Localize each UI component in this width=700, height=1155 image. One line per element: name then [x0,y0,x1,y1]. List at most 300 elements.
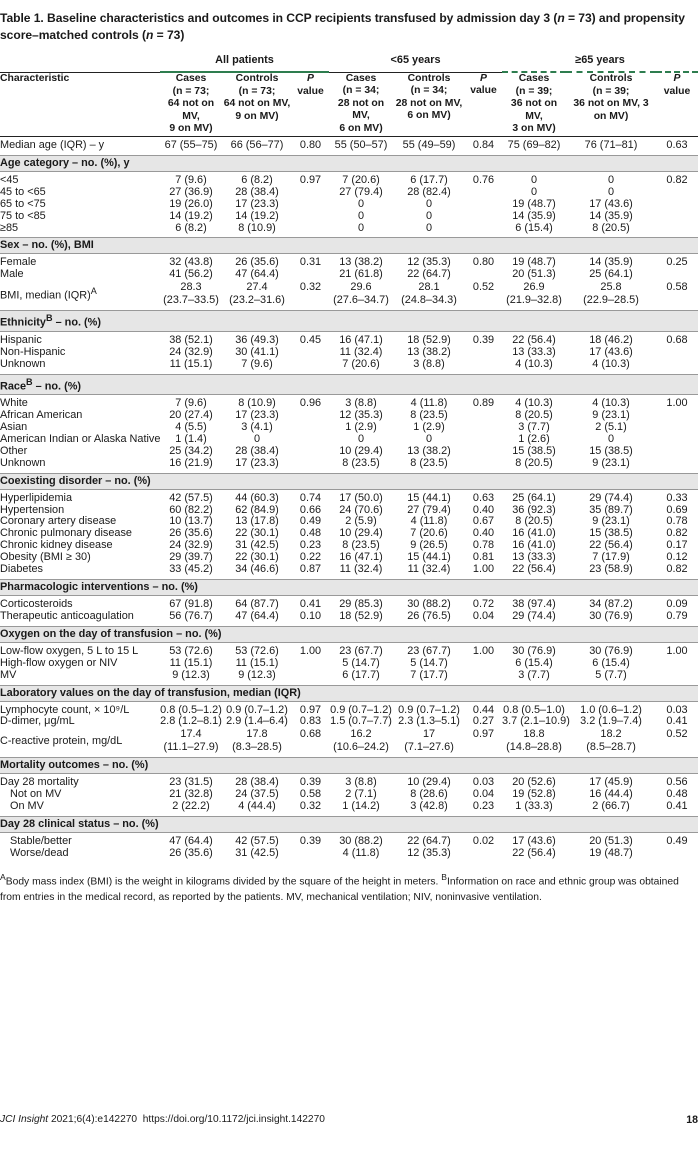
table-cell: 3 (8.8) [413,357,445,370]
table-cell [465,359,502,374]
characteristic-header: Characteristic [0,72,70,84]
table-cell: 30 (76.9) [512,644,556,657]
table-row [0,136,698,155]
table-cell: 10 (13.7) [169,515,213,528]
over65-controls-header: Controls (n = 39; 36 not on MV, 3 on MV) [573,73,649,122]
table-cell: 22 (30.1) [235,551,279,564]
table-cell: 26 (35.6) [235,256,279,269]
table-cell: 67 (91.8) [169,597,213,610]
table-cell: 26.9 (21.9–32.8) [506,281,562,307]
table-cell [656,199,698,211]
table-cell: 16.2 (10.6–24.2) [333,728,389,754]
table-cell: 0.97 [299,173,322,186]
table-cell: 31 (42.5) [235,846,279,859]
table-cell: 0.12 [666,551,688,564]
table-cell: 0 [425,432,433,445]
table-cell: 0.32 [299,281,322,294]
table-cell: 17 (7.1–27.6) [404,728,454,754]
table-body [0,136,698,862]
table-cell: 19 (48.7) [512,197,556,210]
section-title: Oxygen on the day of transfusion – no. (%) [0,626,698,642]
table-row [0,199,698,211]
table-cell: 0.39 [299,835,322,848]
table-cell: 8 (20.5) [592,221,630,234]
table-row [0,359,698,374]
table-cell [656,269,698,281]
table-cell: 0.04 [472,609,495,622]
table-cell: 60 (82.2) [169,503,213,516]
table-cell: 0.78 [472,539,495,552]
row-label: ≥85 [0,221,19,234]
table-cell: 9 (23.1) [592,456,630,469]
table-cell [465,223,502,238]
table-cell [656,446,698,458]
table-row [0,395,698,410]
table-cell: 13 (33.3) [512,345,556,358]
table-cell: 13 (17.8) [235,515,279,528]
table-cell: 36 (49.3) [235,333,279,346]
table-cell: 38 (97.4) [512,597,556,610]
under65-cases-header: Cases (n = 34; 28 not on MV, 6 on MV) [337,72,385,134]
table-cell: 17 (43.6) [512,835,556,848]
table-cell: 6 (17.7) [342,668,380,681]
table-cell: 3.2 (1.9–7.4) [580,715,642,728]
table-cell: 17 (23.3) [235,197,279,210]
table-cell: 0.52 [472,281,495,294]
table-cell [292,446,329,458]
table-cell: 6 (17.7) [410,173,448,186]
row-label: MV [0,668,17,681]
table-cell: 16 (47.1) [339,333,383,346]
section-header-row [0,374,698,395]
table-cell: 0.48 [299,527,322,540]
section-header-row [0,473,698,489]
table-cell: 22 (30.1) [235,527,279,540]
table-cell: 0 [253,432,261,445]
table-cell: 13 (38.2) [339,256,383,269]
table-cell: 0.97 [299,703,322,716]
table-cell [656,458,698,473]
table-cell: 20 (51.3) [589,835,633,848]
table-cell: 1.0 (0.6–1.2) [580,703,642,716]
table-cell: 11 (32.4) [407,563,451,576]
table-cell: 24 (70.6) [339,503,383,516]
section-title: Mortality outcomes – no. (%) [0,758,698,774]
table-cell: 16 (41.0) [512,539,556,552]
table-cell: 0 [357,432,365,445]
table-cell [465,434,502,446]
table-cell: 8 (23.5) [410,409,448,422]
row-label: Stable/better [10,835,72,848]
row-label: Obesity (BMI ≥ 30) [0,551,91,564]
table-cell: 0.87 [299,563,322,576]
table-cell: 5 (7.7) [595,668,627,681]
table-row [0,458,698,473]
table-cell: 8 (28.6) [410,788,448,801]
over65-cases-header: Cases (n = 39; 36 not on MV, 3 on MV) [510,73,558,135]
table-cell: 0.31 [299,256,322,269]
table-cell: 15 (38.5) [589,444,633,457]
row-label: 65 to <75 [0,197,46,210]
page-number: 18 [686,1114,698,1126]
row-label: Therapeutic anticoagulation [0,609,134,622]
table-cell: 30 (41.1) [235,345,279,358]
table-cell: 3 (8.8) [345,397,377,410]
table-cell: 15 (44.1) [407,491,451,504]
table-cell: 16 (44.4) [589,788,633,801]
table-cell: 0.81 [472,551,495,564]
table-cell: 19 (26.0) [169,197,213,210]
table-cell: 6 (15.4) [592,656,630,669]
table-cell: 0 [357,197,365,210]
row-label: D-dimer, μg/mL [0,715,75,728]
table-cell [292,658,329,670]
table-cell: 64 (87.7) [235,597,279,610]
table-cell: 0 [607,185,615,198]
table-row [0,728,698,758]
table-cell: 20 (51.3) [512,268,556,281]
table-cell: 0.83 [299,715,322,728]
row-label: Median age (IQR) – y [0,138,105,151]
table-row [0,254,698,269]
table-cell [292,434,329,446]
row-label: Corticosteroids [0,597,73,610]
table-cell: 34 (46.6) [235,563,279,576]
row-label: BMI, median (IQR)$^A$ [0,286,97,303]
row-label: Low-flow oxygen, 5 L to 15 L [0,644,139,657]
table-cell: 0.76 [472,173,495,186]
section-title: Coexisting disorder – no. (%) [0,473,698,489]
table-row [0,446,698,458]
table-cell: 26 (35.6) [169,846,213,859]
table-cell [465,211,502,223]
table-cell: 42 (57.5) [169,491,213,504]
table-row [0,701,698,716]
table-cell: 7 (17.7) [410,668,448,681]
table-cell: 12 (35.3) [407,256,451,269]
table-cell: 0.96 [299,397,322,410]
table-cell: 18.2 (8.5–28.7) [586,728,636,754]
table-cell: 1 (2.9) [345,421,377,433]
table-cell: 18.8 (14.8–28.8) [506,728,562,754]
table-row [0,642,698,657]
table-cell: 11 (32.4) [339,345,383,358]
table-cell: 0.41 [666,800,688,813]
table-cell: 4 (10.3) [515,357,553,370]
table-cell: 62 (84.9) [235,503,279,516]
table-cell: 17 (23.3) [235,409,279,422]
table-cell: 75 (69–82) [507,138,561,151]
table-cell: 9 (12.3) [238,668,276,681]
table-cell: 13 (38.2) [407,444,451,457]
table-cell: 0 [607,173,615,186]
table-cell: 1 (1.4) [175,432,207,445]
table-cell: 24 (37.5) [235,788,279,801]
table-cell: 21 (32.8) [169,788,213,801]
table-cell: 23 (67.7) [407,644,451,657]
table-cell: 2.9 (1.4–6.4) [226,715,288,728]
table-cell: 11 (32.4) [339,563,383,576]
table-cell: 0.9 (0.7–1.2) [398,703,460,716]
table-row [0,347,698,359]
table-cell: 30 (76.9) [589,644,633,657]
table-cell: 11 (15.1) [169,357,213,370]
table-cell [292,670,329,685]
table-cell: 18 (52.9) [407,333,451,346]
table-cell: 31 (42.5) [235,539,279,552]
table-cell: 47 (64.4) [235,268,279,281]
table-cell: 27 (79.4) [339,185,383,198]
row-label: On MV [10,800,44,813]
table-cell: 0.8 (0.5–1.0) [503,703,565,716]
table-cell: 19 (52.8) [512,788,556,801]
table-cell: 2 (5.9) [345,515,377,528]
table-cell: 44 (60.3) [235,491,279,504]
table-cell: 0.89 [472,397,495,410]
table-row [0,595,698,610]
table-cell: 18 (52.9) [339,609,383,622]
table-cell: 8 (20.5) [515,456,553,469]
table-cell: 1 (14.2) [342,800,380,813]
row-label: 45 to <65 [0,185,46,198]
section-header-row [0,155,698,171]
table-cell: 29 (85.3) [339,597,383,610]
table-cell: 0.80 [299,138,322,151]
table-cell: 23 (67.7) [339,644,383,657]
table-cell: 17 (45.9) [589,776,633,789]
table-cell: 19 (48.7) [512,256,556,269]
table-cell: 0.80 [472,256,495,269]
table-cell: 0.22 [299,551,322,564]
table-row [0,564,698,579]
section-header-row [0,817,698,833]
table-cell: 8 (20.5) [515,515,553,528]
section-header-row [0,238,698,254]
table-cell: 0.78 [666,515,688,528]
table-title: Table 1. Baseline characteristics and outcomes in CCP recipients transfused by admission day 3 (n = 73) and propensity score–matched controls (n = 73) [0,11,685,42]
under65-controls-header: Controls (n = 34; 28 not on MV, 6 on MV) [395,72,463,122]
table-cell: 28 (38.4) [235,185,279,198]
table-cell: 2 (5.1) [595,421,627,433]
table-cell: 0 [357,221,365,234]
table-cell [292,848,329,863]
table-cell: 22 (56.4) [512,333,556,346]
table-row [0,269,698,281]
all-controls-header: Controls (n = 73; 64 not on MV, 9 on MV) [223,73,291,122]
table-cell [656,187,698,199]
table-row [0,801,698,816]
table-cell: 3 (42.8) [410,800,448,813]
table-cell: 0.84 [472,138,495,151]
table-cell: 20 (52.6) [512,776,556,789]
table-cell: 7 (20.6) [342,357,380,370]
table-cell: 0.09 [666,597,688,610]
table-cell: 10 (29.4) [407,776,451,789]
table-cell [656,347,698,359]
table-cell: 47 (64.4) [235,609,279,622]
table-cell [656,658,698,670]
table-cell: 27 (36.9) [169,185,213,198]
row-label: Diabetes [0,563,43,576]
table-cell: 0 [357,209,365,222]
table-cell: 2 (66.7) [592,800,630,813]
table-cell: 0.17 [666,539,688,552]
table-cell: 12 (35.3) [407,846,451,859]
table-cell: 4 (44.4) [238,800,276,813]
row-label: Asian [0,421,28,433]
table-cell: 17 (43.6) [589,197,633,210]
row-label: <45 [0,173,19,186]
table-row [0,171,698,186]
table-cell: 14 (19.2) [169,209,213,222]
table-row [0,848,698,863]
table-cell: 11 (15.1) [169,656,213,669]
table-cell: 8 (23.5) [410,456,448,469]
section-title: Pharmacologic interventions – no. (%) [0,579,698,595]
table-cell: 29.6 (27.6–34.7) [333,281,389,307]
table-cell: 8 (23.5) [342,456,380,469]
row-label: High-flow oxygen or NIV [0,656,118,669]
table-cell: 16 (47.1) [339,551,383,564]
table-cell: 41 (56.2) [169,268,213,281]
table-cell: 1.00 [666,397,688,410]
table-cell: 1.00 [472,563,495,576]
table-cell: 5 (14.7) [410,656,448,669]
table-cell: 35 (89.7) [589,503,633,516]
row-label: Male [0,268,24,281]
section-title: Sex – no. (%), BMI [0,238,698,254]
table-cell: 56 (76.7) [169,609,213,622]
table-cell: 0.82 [666,173,688,186]
row-label: American Indian or Alaska Native [0,432,161,445]
table-cell: 0.25 [666,256,688,269]
table-cell: 0.97 [472,728,495,741]
table-cell: 4 (11.8) [410,515,448,528]
table-row [0,211,698,223]
table-cell [292,223,329,238]
table-cell: 0.8 (0.5–1.2) [160,703,222,716]
table-cell: 0.23 [299,539,322,552]
table-cell: 4 (5.5) [175,421,207,433]
table-cell: 0 [530,185,538,198]
table-cell: 2.3 (1.3–5.1) [398,715,460,728]
row-label: C-reactive protein, mg/dL [0,734,123,747]
table-cell: 0.82 [666,527,688,540]
table-cell: 22 (64.7) [407,268,451,281]
row-label: African American [0,409,83,422]
table-cell: 10 (29.4) [339,527,383,540]
table-cell: 14 (35.9) [589,209,633,222]
table-row [0,670,698,685]
table-cell: 9 (23.1) [592,515,630,528]
table-cell: 0 [425,221,433,234]
table-cell: 25.8 (22.9–28.5) [583,281,639,307]
table-cell: 28 (82.4) [407,185,451,198]
table-cell: 19 (48.7) [589,846,633,859]
table-cell: 14 (35.9) [512,209,556,222]
table-cell: 0.63 [472,491,495,504]
table-cell: 6 (8.2) [241,173,273,186]
table-row [0,489,698,504]
table-cell: 34 (87.2) [589,597,633,610]
group-all-patients: All patients [160,54,329,72]
table-cell: 17 (50.0) [339,491,383,504]
table-cell: 25 (64.1) [512,491,556,504]
table-cell: 0.39 [299,776,322,789]
table-cell [656,211,698,223]
table-cell: 7 (20.6) [410,527,448,540]
table-cell [656,410,698,422]
row-label: Other [0,444,28,457]
table-cell: 0.32 [299,800,322,813]
table-cell: 12 (35.3) [339,409,383,422]
row-label: Chronic kidney disease [0,539,113,552]
row-label: 75 to <85 [0,209,46,222]
table-cell: 10 (29.4) [339,444,383,457]
table-cell [292,410,329,422]
table-cell: 0.03 [472,776,495,789]
table-cell: 9 (26.5) [410,539,448,552]
under65-p-header: P value [470,72,497,97]
table-cell: 8 (10.9) [238,221,276,234]
table-cell [292,458,329,473]
table-cell [656,848,698,863]
table-cell: 13 (38.2) [407,345,451,358]
table-cell: 0.74 [299,491,322,504]
table-cell: 4 (10.3) [592,357,630,370]
section-header-row [0,579,698,595]
table-cell [465,347,502,359]
table-row [0,833,698,848]
table-cell: 7 (20.6) [342,173,380,186]
table-cell: 0.40 [472,503,495,516]
table-cell: 0 [607,432,615,445]
table-cell: 3 (8.8) [345,776,377,789]
table-cell [292,422,329,434]
table-cell: 7 (17.9) [592,551,630,564]
table-cell: 8 (23.5) [342,539,380,552]
table-cell: 6 (8.2) [175,221,207,234]
table-cell: 0.41 [666,715,688,728]
table-cell: 55 (49–59) [402,138,456,151]
section-header-row [0,626,698,642]
table-row [0,281,698,311]
table-cell: 1.00 [472,644,495,657]
table-cell: 0.23 [472,800,495,813]
row-label: Female [0,256,37,269]
table-cell [656,223,698,238]
table-row [0,331,698,346]
table-row [0,716,698,728]
table-cell: 30 (88.2) [407,597,451,610]
row-label: Unknown [0,357,46,370]
table-cell: 27.4 (23.2–31.6) [229,281,285,307]
table-cell: 14 (35.9) [589,256,633,269]
table-cell [656,359,698,374]
row-label: Coronary artery disease [0,515,117,528]
table-cell [465,422,502,434]
table-cell: 3 (4.1) [241,421,273,433]
table-cell: 2 (22.2) [172,800,210,813]
table-row [0,223,698,238]
baseline-table [0,54,698,863]
table-row [0,774,698,789]
table-cell: 25 (64.1) [589,268,633,281]
table-cell: 1 (33.3) [515,800,553,813]
row-label: Lymphocyte count, × 10⁹/L [0,703,130,716]
table-cell: 28 (38.4) [235,444,279,457]
table-cell: 4 (11.8) [410,397,448,410]
